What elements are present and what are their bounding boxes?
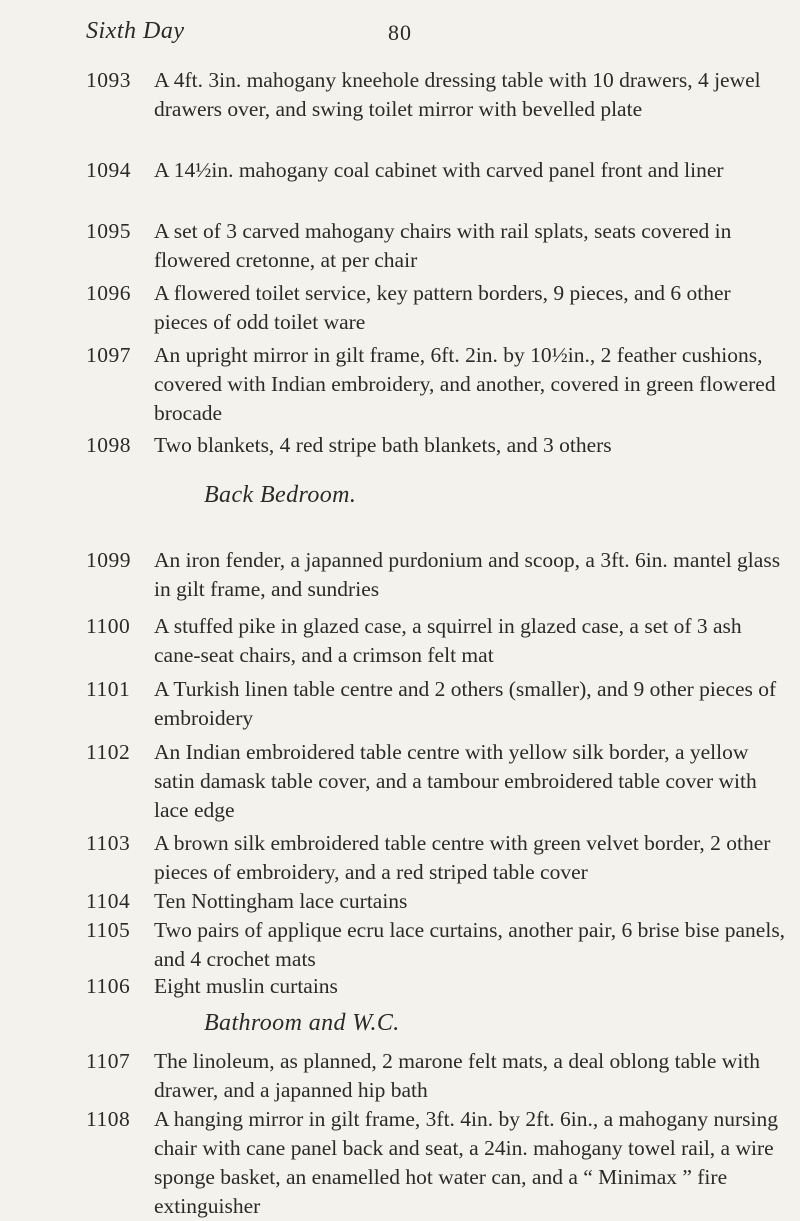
lot-description: Two pairs of applique ecru lace curtains, another pair, 6 brise bise panels, and 4 crochet mats xyxy=(154,918,786,971)
lot-entry xyxy=(86,612,786,670)
lot-entry xyxy=(86,675,786,733)
lot-number: 1103 xyxy=(86,831,131,855)
lot-number: 1107 xyxy=(86,1049,131,1073)
lot-description: Ten Nottingham lace curtains xyxy=(154,889,408,913)
lot-number: 1099 xyxy=(86,548,131,572)
lot-entry xyxy=(86,972,786,1001)
lot-entry xyxy=(86,1105,786,1221)
lot-description: A 4ft. 3in. mahogany kneehole dressing table with 10 drawers, 4 jewel drawers over, and swing toilet mirror with bevelled plate xyxy=(154,68,761,121)
lot-number: 1101 xyxy=(86,677,131,701)
lot-number: 1105 xyxy=(86,918,131,942)
lot-number: 1100 xyxy=(86,614,131,638)
lot-entry xyxy=(86,887,786,916)
lot-entry xyxy=(86,66,786,124)
lot-description: An Indian embroidered table centre with yellow silk border, a yellow satin damask table cover, and a tambour embroidered table cover with lace edge xyxy=(154,740,757,822)
lot-entry xyxy=(86,156,786,185)
lot-description: Eight muslin curtains xyxy=(154,974,338,998)
lot-number: 1096 xyxy=(86,281,131,305)
lot-description: A hanging mirror in gilt frame, 3ft. 4in. by 2ft. 6in., a mahogany nursing chair with cane panel back and seat, a 24in. mahogany towel rail, a wire sponge basket, an enamelled hot water can, and a “ Minimax ” fire extinguisher xyxy=(154,1107,778,1218)
section-heading-bathroom: Bathroom and W.C. xyxy=(204,1010,400,1036)
lot-description: The linoleum, as planned, 2 marone felt mats, a deal oblong table with drawer, and a japanned hip bath xyxy=(154,1049,761,1102)
lot-description: A brown silk embroidered table centre with green velvet border, 2 other pieces of embroidery, and a red striped table cover xyxy=(154,831,771,884)
lot-entry xyxy=(86,341,786,428)
lot-description: A Turkish linen table centre and 2 others (smaller), and 9 other pieces of embroidery xyxy=(154,677,777,730)
lot-number: 1104 xyxy=(86,889,131,913)
lot-entry xyxy=(86,431,786,460)
running-header-title: Sixth Day xyxy=(86,18,185,44)
lot-number: 1106 xyxy=(86,974,131,998)
lot-entry xyxy=(86,829,786,887)
lot-description: A 14½in. mahogany coal cabinet with carved panel front and liner xyxy=(154,158,724,182)
lot-number: 1094 xyxy=(86,158,131,182)
page-number: 80 xyxy=(388,20,412,45)
lot-description: A flowered toilet service, key pattern borders, 9 pieces, and 6 other pieces of odd toilet ware xyxy=(154,281,731,334)
lot-entry xyxy=(86,279,786,337)
lot-number: 1102 xyxy=(86,740,131,764)
lot-entry xyxy=(86,217,786,275)
lot-description: A set of 3 carved mahogany chairs with rail splats, seats covered in flowered cretonne, at per chair xyxy=(154,219,732,272)
lot-number: 1097 xyxy=(86,343,131,367)
lot-number: 1095 xyxy=(86,219,131,243)
lot-number: 1108 xyxy=(86,1107,131,1131)
lot-number: 1098 xyxy=(86,433,131,457)
lot-entry xyxy=(86,546,786,604)
lot-number: 1093 xyxy=(86,68,131,92)
lot-description: An upright mirror in gilt frame, 6ft. 2in. by 10½in., 2 feather cushions, covered with Indian embroidery, and another, covered in green flowered brocade xyxy=(154,343,776,425)
section-heading-back-bedroom: Back Bedroom. xyxy=(204,482,357,508)
lot-entry xyxy=(86,738,786,825)
lot-description: A stuffed pike in glazed case, a squirrel in glazed case, a set of 3 ash cane-seat chairs, and a crimson felt mat xyxy=(154,614,742,667)
lot-entry xyxy=(86,916,786,974)
lot-description: Two blankets, 4 red stripe bath blankets, and 3 others xyxy=(154,433,612,457)
lot-description: An iron fender, a japanned purdonium and scoop, a 3ft. 6in. mantel glass in gilt frame, and sundries xyxy=(154,548,781,601)
lot-entry xyxy=(86,1047,786,1105)
